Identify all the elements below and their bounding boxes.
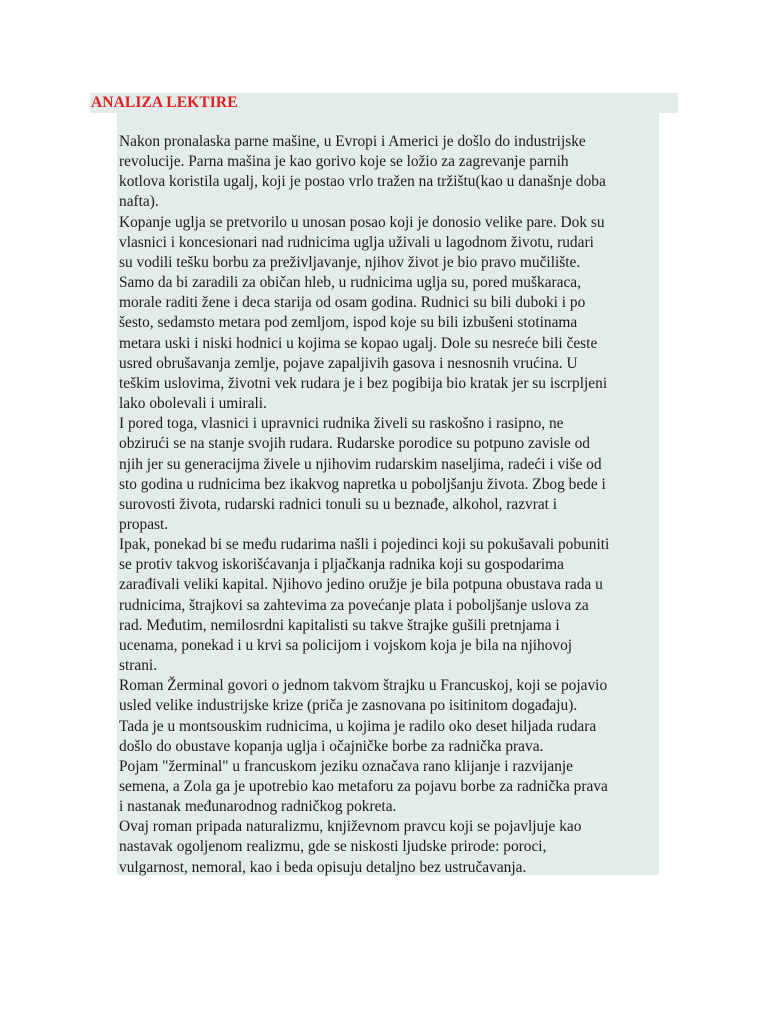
text-line: Pojam "žerminal" u francuskom jeziku označava rano klijanje i razvijanje [119,757,574,775]
article-body [117,113,659,875]
title-bar [90,93,678,113]
text-line: usled velike industrijske krize (priča je zasnovana po isitinitom događaju). [119,697,578,715]
text-line: vulgarnost, nemoral, kao i beda opisuju detaljno bez ustručavanja. [119,858,527,876]
text-line: obzirući se na stanje svojih rudara. Rudarske porodice su potpuno zavisle od [119,435,590,453]
text-line: i nastanak međunarodnog radničkog pokreta. [119,798,397,816]
text-line: revolucije. Parna mašina je kao gorivo koje se ložio za zagrevanje parnih [119,153,569,171]
document-title: ANALIZA LEKTIRE [91,94,238,111]
text-line: I pored toga, vlasnici i upravnici rudnika živeli su raskošno i rasipno, ne [119,415,564,433]
text-line: strani. [119,657,158,675]
text-line: nastavak ogoljenom realizmu, gde se niskosti ljudske prirode: poroci, [119,838,547,856]
text-line: šesto, sedamsto metara pod zemljom, ispod koje su bili izbušeni stotinama [119,314,578,332]
text-line: vlasnici i koncesionari nad rudnicima uglja uživali u lagodnom životu, rudari [119,233,594,251]
text-line: usred obrušavanja zemlje, pojave zapaljivih gasova i nesnosnih vrućina. U [119,354,578,372]
text-line: njih jer su generacijma živele u njihovim rudarskim naseljima, radeći i više od [119,455,602,473]
text-line: metara uski i niski hodnici u kojima se kopao ugalj. Dole su nesreće bili česte [119,334,598,352]
text-line: ucenama, ponekad i u krvi sa policijom i vojskom koja je bila na njihovoj [119,636,573,654]
text-line: zarađivali veliki kapital. Njihovo jedino oružje je bila potpuna obustava rada u [119,576,603,594]
text-line: Samo da bi zaradili za običan hleb, u rudnicima uglja su, pored muškaraca, [119,274,581,292]
text-line: došlo do obustave kopanja uglja i očajničke borbe za radnička prava. [119,737,544,755]
text-line: rudnicima, štrajkovi sa zahtevima za povećanje plata i poboljšanje uslova za [119,596,589,614]
text-line: morale raditi žene i deca starija od osam godina. Rudnici su bili duboki i po [119,294,586,312]
article-text [119,132,659,878]
text-line: Ovaj roman pripada naturalizmu, književnom pravcu koji se pojavljuje kao [119,818,582,836]
text-line: nafta). [119,193,159,211]
text-line: surovosti života, rudarski radnici tonuli su u beznađe, alkohol, razvrat i [119,495,558,513]
text-line: teškim uslovima, životni vek rudara je i bez pogibija bio kratak jer su iscrpljeni [119,374,608,392]
text-line: lako obolevali i umirali. [119,395,267,413]
text-line: semena, a Zola ga je upotrebio kao metaforu za pojavu borbe za radnička prava [119,778,608,795]
text-line: Kopanje uglja se pretvorilo u unosan posao koji je donosio velike pare. Dok su [119,213,605,231]
text-line: Roman Žerminal govori o jednom takvom štrajku u Francuskoj, koji se pojavio [119,677,608,695]
text-line: propast. [119,515,169,533]
text-line: rad. Međutim, nemilosrdni kapitalisti su takve štrajke gušili pretnjama i [119,616,560,634]
text-line: su vodili tešku borbu za preživljavanje, njihov život je bio pravo mučilište. [119,253,581,271]
text-line: se protiv takvog iskorišćavanja i pljačkanja radnika koji su gospodarima [119,556,564,574]
text-line: Ipak, ponekad bi se među rudarima našli i pojedinci koji su pokušavali pobuniti [119,536,610,554]
text-line: Nakon pronalaska parne mašine, u Evropi i Americi je došlo do industrijske [119,133,586,150]
text-line: kotlova koristila ugalj, koji je postao vrlo tražen na tržištu(kao u današnje doba [119,173,606,191]
text-line: Tada je u montsouskim rudnicima, u kojima je radilo oko deset hiljada rudara [119,717,597,735]
text-line: sto godina u rudnicima bez ikakvog napretka u poboljšanju života. Zbog bede i [119,475,606,493]
